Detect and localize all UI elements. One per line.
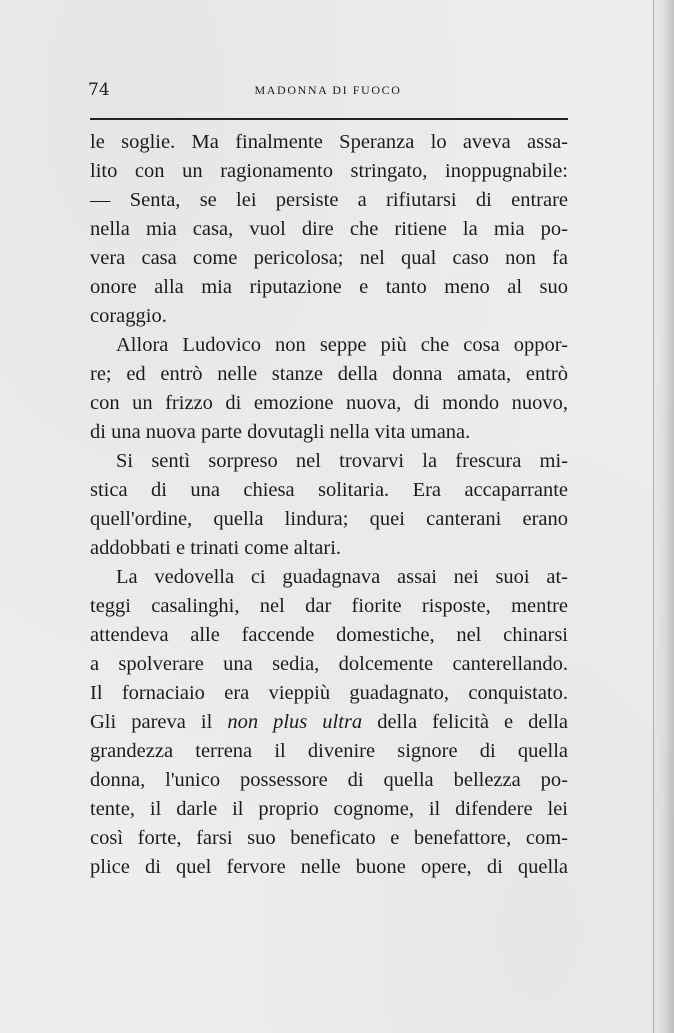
text-line: quell'ordine, quella lindura; quei canterani erano: [90, 508, 568, 530]
text-line: con un frizzo di emozione nuova, di mondo nuovo,: [90, 392, 568, 414]
italic-phrase: non plus ultra: [227, 711, 363, 733]
text-line: grandezza terrena il divenire signore di quella: [90, 740, 568, 762]
text-line: stica di una chiesa solitaria. Era accaparrante: [90, 479, 568, 501]
text-line: re; ed entrò nelle stanze della donna amata, entrò: [90, 363, 568, 385]
text-line: le soglie. Ma finalmente Speranza lo aveva assa-: [90, 131, 568, 153]
text-line: — Senta, se lei persiste a rifiutarsi di entrare: [90, 189, 568, 211]
text-line: Si sentì sorpreso nel trovarvi la frescura mi-: [116, 450, 568, 472]
text-line: teggi casalinghi, nel dar fiorite risposte, mentre: [90, 595, 568, 617]
page-edge-line: [653, 0, 654, 1033]
text-line: coraggio.: [90, 305, 167, 327]
text-segment: della felicità e della: [362, 711, 568, 733]
text-line: addobbati e trinati come altari.: [90, 537, 342, 559]
text-line: [90, 708, 568, 737]
body-text: [90, 128, 568, 882]
running-title: MADONNA DI FUOCO: [254, 83, 402, 97]
text-line: Allora Ludovico non seppe più che cosa oppor-: [116, 334, 568, 356]
text-line: Il fornaciaio era vieppiù guadagnato, conquistato.: [90, 682, 568, 704]
text-line: così forte, farsi suo beneficato e benefattore, com-: [90, 827, 568, 849]
text-line: a spolverare una sedia, dolcemente canterellando.: [90, 653, 568, 675]
text-line: nella mia casa, vuol dire che ritiene la mia po-: [90, 218, 568, 240]
text-line: di una nuova parte dovutagli nella vita umana.: [90, 421, 471, 443]
text-line: donna, l'unico possessore di quella bellezza po-: [90, 769, 568, 791]
text-line: lito con un ragionamento stringato, inoppugnabile:: [90, 160, 568, 182]
text-line: attendeva alle faccende domestiche, nel chinarsi: [90, 624, 568, 646]
page-header: [88, 80, 568, 100]
page-number: 74: [88, 80, 110, 100]
text-segment: Gli pareva il: [90, 711, 228, 733]
header-rule: [90, 118, 568, 120]
text-line: onore alla mia riputazione e tanto meno al suo: [90, 276, 568, 298]
text-line: plice di quel fervore nelle buone opere, di quella: [90, 856, 568, 878]
text-line: La vedovella ci guadagnava assai nei suoi at-: [116, 566, 568, 588]
text-line: tente, il darle il proprio cognome, il difendere lei: [90, 798, 568, 820]
text-line: vera casa come pericolosa; nel qual caso non fa: [90, 247, 568, 269]
